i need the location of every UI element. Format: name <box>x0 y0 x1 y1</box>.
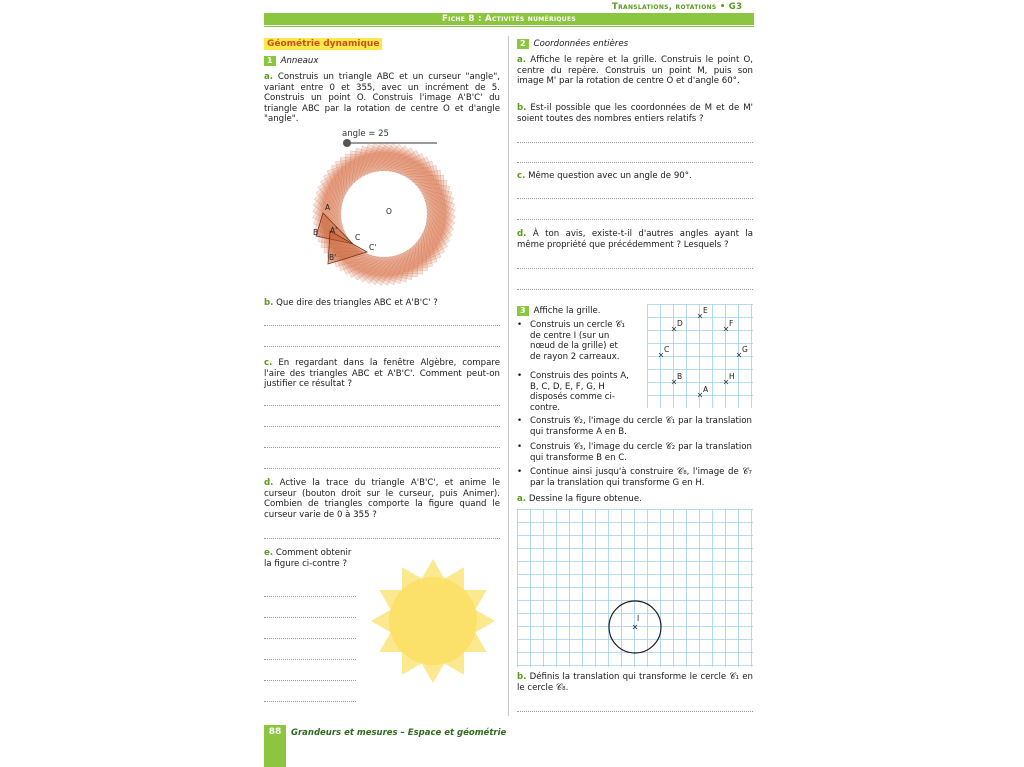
answer-line[interactable] <box>264 447 500 448</box>
ex2-c-label: c. <box>517 171 526 181</box>
drawing-grid-lines <box>517 509 753 667</box>
ex2-a-text: Affiche le repère et la grille. Construis le point O, centre du repère. Construis un point M, puis son image M' par la rotation de centre O et d'angle 60°. <box>517 55 753 87</box>
ex3-intro: Affiche la grille. <box>533 306 601 316</box>
center-i-marker <box>633 625 637 629</box>
ex2-c <box>517 171 753 182</box>
label-h: H <box>729 372 735 381</box>
ex2-d-text: À ton avis, existe-t-il d'autres angles ayant la même propriété que précédemment ? Lesquels ? <box>517 229 754 250</box>
sheet-title-bar: Fiche 8 : Activités numériques <box>264 13 754 25</box>
ex2-d-label: d. <box>517 229 527 239</box>
ex1-d-text: Active la trace du triangle A'B'C', et anime le curseur (bouton droit sur le curseur, puis Animer). Combien de triangles comporte la figure quand le curseur varie de 0 à 355 ? <box>264 478 501 520</box>
answer-line[interactable] <box>517 219 753 220</box>
drawing-grid[interactable] <box>517 509 753 667</box>
ex1-e <box>264 548 354 569</box>
answer-line[interactable] <box>264 680 356 681</box>
ex3-bullet-4: Construis 𝒞₃, l'image du cercle 𝒞₂ par la translation qui transforme B en C. <box>530 442 752 463</box>
point-o: O <box>386 207 392 216</box>
ex3-bullet-2: Construis des points A, B, C, D, E, F, G, H disposés comme ci-contre. <box>530 371 629 413</box>
ring-hole <box>344 174 424 254</box>
ex3-a-label: a. <box>517 494 527 504</box>
ex1-d-label: d. <box>264 478 274 488</box>
point-c: C <box>355 233 361 242</box>
ex3-b-text: Définis la translation qui transforme le cercle 𝒞₁ en le cercle 𝒞₈. <box>517 672 753 693</box>
grid-lines <box>647 304 753 408</box>
answer-line[interactable] <box>264 617 356 618</box>
answer-line[interactable] <box>517 142 753 143</box>
answer-line[interactable] <box>517 711 753 712</box>
point-h-marker <box>724 380 728 384</box>
point-c-prime: C' <box>369 243 377 252</box>
ex1-c <box>264 358 500 390</box>
ex1-d <box>264 478 500 520</box>
ex1-title: Anneaux <box>280 56 319 66</box>
answer-line[interactable] <box>517 198 753 199</box>
answer-line[interactable] <box>264 596 356 597</box>
star-polygons <box>371 559 495 683</box>
label-g: G <box>742 345 748 354</box>
answer-line[interactable] <box>264 659 356 660</box>
ex2-b-label: b. <box>517 103 527 113</box>
ex3-bullet-1: Construis un cercle 𝒞₁ de centre I (sur un nœud de la grille) et de rayon 2 carreaux. <box>530 320 625 362</box>
ex2-d <box>517 229 753 250</box>
ex1-a <box>264 72 500 125</box>
bullet-icon: • <box>517 371 523 381</box>
point-a-marker <box>698 393 702 397</box>
ex2-title: Coordonnées entières <box>533 39 629 49</box>
star-core <box>389 577 477 665</box>
answer-line[interactable] <box>517 162 753 163</box>
ex1-number: 1 <box>264 56 276 66</box>
ring-figure <box>300 126 500 296</box>
slider-label: angle = 25 <box>342 129 389 139</box>
point-a: A <box>325 203 331 212</box>
ex1-heading <box>264 56 504 67</box>
answer-line[interactable] <box>517 289 753 290</box>
answer-line[interactable] <box>517 268 753 269</box>
header-rule <box>264 26 754 27</box>
answer-line[interactable] <box>264 325 500 326</box>
center-i-label: I <box>637 614 640 623</box>
ex1-b <box>264 298 500 309</box>
ex3-a-text: Dessine la figure obtenue. <box>528 494 642 504</box>
slider-handle[interactable] <box>343 139 351 147</box>
ex3-a <box>517 494 753 505</box>
answer-line[interactable] <box>264 405 500 406</box>
answer-line[interactable] <box>264 538 500 539</box>
ex3-b <box>517 672 753 693</box>
ex3-number: 3 <box>517 306 529 316</box>
ex2-heading <box>517 39 753 50</box>
ex2-b <box>517 103 753 124</box>
label-f: F <box>729 319 734 328</box>
label-b: B <box>677 372 683 381</box>
ex2-c-text: Même question avec un angle de 90°. <box>528 171 692 181</box>
answer-line[interactable] <box>264 426 500 427</box>
page-number: 88 <box>264 725 286 767</box>
label-e: E <box>703 306 708 315</box>
label-c: C <box>664 345 670 354</box>
ex3-bullet-3: Construis 𝒞₂, l'image du cercle 𝒞₁ par la translation qui transforme A en B. <box>530 416 752 437</box>
bullet-icon: • <box>517 416 523 426</box>
star-figure <box>366 556 500 686</box>
column-divider <box>508 36 509 716</box>
ex2-a-label: a. <box>517 55 527 65</box>
ex1-b-label: b. <box>264 298 274 308</box>
ex2-b-text: Est-il possible que les coordonnées de M et de M' soient toutes des nombres entiers relatifs ? <box>517 103 753 124</box>
ex1-a-text: Construis un triangle ABC et un curseur "angle", variant entre 0 et 355, avec un incrément de 5. Construis un point O. Construis l'image A'B'C' du triangle ABC par la rotation de centre O et d'angle "angle". <box>264 72 501 125</box>
chapter-header: Translations, rotations • G3 <box>612 2 743 12</box>
ex3-b-label: b. <box>517 672 527 682</box>
points-grid <box>647 304 755 410</box>
point-a-prime: A' <box>330 226 338 235</box>
point-b: B <box>313 228 319 237</box>
label-d: D <box>677 319 683 328</box>
answer-line[interactable] <box>264 346 500 347</box>
bullet-icon: • <box>517 320 523 330</box>
answer-line[interactable] <box>264 468 500 469</box>
answer-line[interactable] <box>264 638 356 639</box>
ex2-a <box>517 55 753 87</box>
point-b-marker <box>672 380 676 384</box>
ex1-c-text: En regardant dans la fenêtre Algèbre, compare l'aire des triangles ABC et A'B'C'. Comment peut-on justifier ce résultat ? <box>264 358 501 390</box>
label-a: A <box>703 385 709 394</box>
ex2-number: 2 <box>517 39 529 49</box>
ex1-a-label: a. <box>264 72 274 82</box>
point-b-prime: B' <box>329 253 337 262</box>
ex1-c-label: c. <box>264 358 273 368</box>
ex3-heading <box>517 306 642 317</box>
footer-title: Grandeurs et mesures – Espace et géométrie <box>291 728 507 738</box>
bullet-icon: • <box>517 467 523 477</box>
bullet-icon: • <box>517 442 523 452</box>
ex1-b-text: Que dire des triangles ABC et A'B'C' ? <box>276 298 438 308</box>
answer-line[interactable] <box>264 701 356 702</box>
ex1-e-label: e. <box>264 548 274 558</box>
ex1-e-text: Comment obtenir la figure ci-contre ? <box>264 548 352 569</box>
section-title: Géométrie dynamique <box>264 38 382 50</box>
ex3-bullet-5: Continue ainsi jusqu'à construire 𝒞₈, l'image de 𝒞₇ par la translation qui transforme G en H. <box>530 467 752 488</box>
